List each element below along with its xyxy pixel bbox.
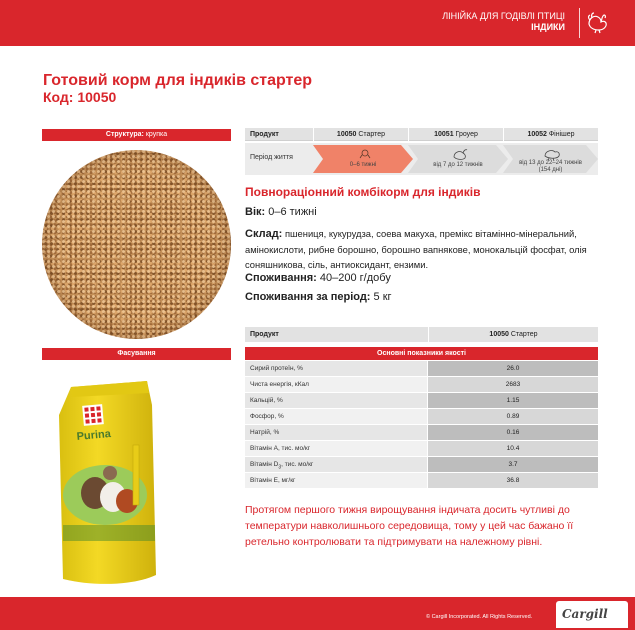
consumption-label: Споживання: [245, 272, 317, 284]
feeding-line-title [442, 11, 565, 33]
indicator-value: 2683 [428, 377, 598, 392]
product-name: Стартер [358, 131, 386, 138]
age-value: 0–6 тижні [268, 206, 317, 218]
feed-pellets-image [42, 150, 231, 339]
quality-product-code: 10050 [489, 331, 509, 338]
table-row [245, 393, 598, 408]
age-line [245, 206, 317, 218]
cargill-logo [556, 601, 628, 628]
structure-label-value: крупка [145, 131, 168, 138]
product-name: Фінішер [548, 131, 575, 138]
composition-value: пшениця, кукурудза, соева макуха, премікс вітамінно-мінеральний, амінокислоти, рибне борошно, борошно вапнякове, монокальцій фосфат, олія соняшникова, сіль, антиоксидант, ензими. [245, 228, 587, 270]
age-label: Вік: [245, 206, 266, 218]
indicator-name: Сирий протеїн, % [245, 361, 427, 376]
indicator-value: 0.89 [428, 409, 598, 424]
life-period-label: Період життя [250, 154, 293, 161]
indicator-value: 1.15 [428, 393, 598, 408]
product-starter-header [313, 128, 408, 141]
quality-product-name: Стартер [510, 331, 538, 338]
product-grower-header [408, 128, 503, 141]
bag-brand: Purina [76, 428, 112, 443]
table-row [245, 441, 598, 456]
indicator-value: 36.8 [428, 473, 598, 488]
product-title: Готовий корм для індиків стартер [43, 72, 313, 89]
starter-period-chevron [313, 145, 413, 173]
indicator-name: Вітамін Е, мг/кг [245, 473, 427, 488]
feed-bag-image [55, 375, 160, 590]
temperature-note: Протягом першого тижня вирощування індичата досить чутливі до температури навколишнього середовища, тому у цей час бажано її ретельно контролювати та підтримувати на належному рівні. [245, 504, 574, 548]
period-consumption-value: 5 кг [373, 291, 392, 303]
header-divider [579, 8, 580, 38]
table-row [245, 361, 598, 376]
indicator-name: Чиста енергія, кКал [245, 377, 427, 392]
product-finisher-header [503, 128, 598, 141]
product-col-label: Продукт [250, 131, 279, 138]
table-row [245, 409, 598, 424]
table-row [245, 377, 598, 392]
grower-period-chevron [408, 145, 508, 173]
indicator-name: Кальцій, % [245, 393, 427, 408]
top-banner [0, 0, 635, 46]
life-period-row [245, 143, 598, 175]
bottom-banner [0, 597, 635, 630]
quality-product-header [428, 327, 598, 342]
product-name: Гроуер [455, 131, 478, 138]
product-code: 10050 [336, 131, 357, 138]
description-heading: Повнораціонний комбікорм для індиків [245, 185, 481, 199]
table-row [245, 457, 598, 472]
product-code: 10052 [527, 131, 547, 138]
indicator-name-sub: 3 [278, 464, 282, 471]
product-line-table [245, 128, 598, 175]
packaging-label-text: Фасування [117, 350, 156, 357]
product-table-header [245, 128, 598, 141]
structure-label-key: Структура: [105, 131, 144, 138]
finisher-period-chevron [503, 145, 598, 173]
copyright-text: © Cargill Incorporated. All Rights Reserved. [426, 614, 533, 620]
finisher-age: від 13 до 22–24 тижнів (154 дні) [519, 160, 582, 173]
line-title-text: ЛІНІЙКА ДЛЯ ГОДІВЛІ ПТИЦІ [442, 11, 565, 21]
period-consumption-label: Споживання за період: [245, 291, 371, 303]
table-row [245, 425, 598, 440]
composition-paragraph [245, 226, 590, 272]
quality-section-title: Основні показники якості [245, 347, 598, 360]
product-code: 10051 [434, 131, 454, 138]
composition-label: Склад: [245, 228, 283, 240]
indicator-value: 0.16 [428, 425, 598, 440]
cargill-logo-text: Cargill [562, 607, 608, 621]
product-code: Код: 10050 [43, 89, 117, 105]
indicator-name-post: , тис. мо/кг [281, 461, 314, 468]
quality-col-label: Продукт [250, 331, 279, 338]
indicator-name: Вітамін А, тис. мо/кг [245, 441, 427, 456]
table-row [245, 473, 598, 488]
consumption-line [245, 272, 391, 284]
quality-table-header [245, 327, 598, 342]
grower-age: від 7 до 12 тижнів [433, 162, 483, 168]
period-consumption-line [245, 291, 392, 303]
structure-label [42, 129, 231, 141]
indicator-name: Натрій, % [245, 425, 427, 440]
consumption-value: 40–200 г/добу [319, 272, 391, 284]
indicator-name-pre: Вітамін D [250, 461, 279, 468]
category-title: ІНДИКИ [531, 22, 565, 32]
starter-age: 0–6 тижні [349, 162, 377, 168]
indicator-name: Фосфор, % [245, 409, 427, 424]
turkey-icon [585, 10, 609, 34]
quality-table [245, 327, 598, 488]
indicator-value: 10.4 [428, 441, 598, 456]
indicator-name [245, 457, 427, 472]
indicator-value: 26.0 [428, 361, 598, 376]
indicator-value: 3.7 [428, 457, 598, 472]
packaging-label [42, 348, 231, 360]
